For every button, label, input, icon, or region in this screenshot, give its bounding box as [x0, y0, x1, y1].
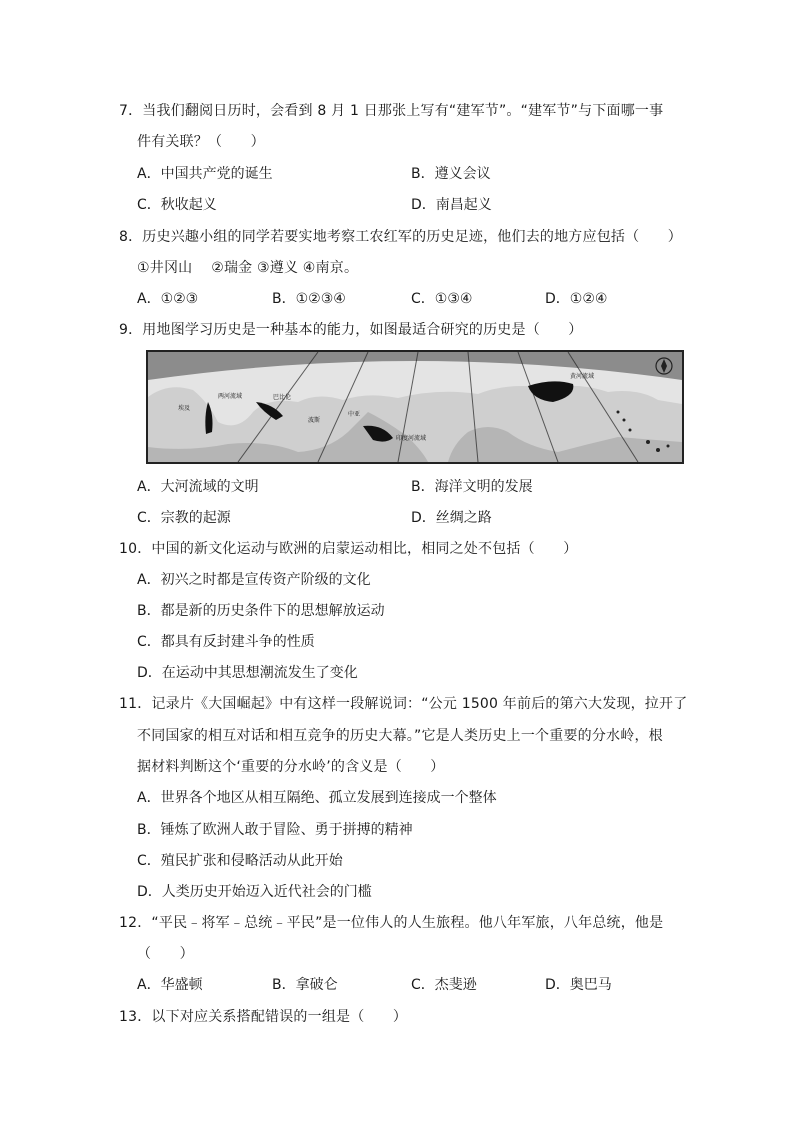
q12-option-c: C．杰斐逊 [411, 977, 477, 993]
q8-option-a: A．①②③ [137, 291, 199, 307]
q12-option-d: D．奥巴马 [545, 977, 612, 993]
q9-option-a: A．大河流域的文明 [137, 479, 259, 495]
q11-option-a: A．世界各个地区从相互隔绝、孤立发展到连接成一个整体 [137, 790, 497, 806]
map-label-egypt: 埃及 [178, 405, 191, 412]
q8-option-c: C．①③④ [411, 291, 473, 307]
q7-option-d: D．南昌起义 [411, 197, 492, 213]
q11-option-c: C．殖民扩张和侵略活动从此开始 [137, 853, 343, 869]
q9-option-d: D．丝绸之路 [411, 510, 492, 526]
q7-stem-line2: 件有关联？（ ） [137, 134, 265, 150]
map-label-yellow-river: 黄河流域 [570, 373, 595, 380]
q12-stem-line2: （ ） [137, 946, 194, 962]
q8-stem-line2: ①井冈山 ②瑞金 ③遵义 ④南京。 [137, 260, 359, 276]
map-label-babylon: 巴比伦 [273, 394, 292, 401]
q9-option-c: C．宗教的起源 [137, 510, 231, 526]
q10-stem: 10．中国的新文化运动与欧洲的启蒙运动相比，相同之处不包括（ ） [119, 541, 578, 557]
q10-option-a: A．初兴之时都是宣传资产阶级的文化 [137, 572, 371, 588]
q11-stem-line3: 据材料判断这个‘重要的分水岭’的含义是（ ） [137, 759, 445, 775]
q12-option-a: A．华盛顿 [137, 977, 203, 993]
map-label-central-asia: 中亚 [348, 411, 361, 418]
q11-option-d: D．人类历史开始迈入近代社会的门槛 [137, 884, 372, 900]
q8-option-d: D．①②④ [545, 291, 608, 307]
q11-option-b: B．锤炼了欧洲人敢于冒险、勇于拼搏的精神 [137, 822, 413, 838]
historical-map-figure [146, 350, 684, 464]
q10-option-c: C．都具有反封建斗争的性质 [137, 634, 315, 650]
map-label-indus: 印度河流域 [396, 435, 427, 442]
q12-option-b: B．拿破仑 [272, 977, 338, 993]
q8-stem-line1: 8．历史兴趣小组的同学若要实地考察工农红军的历史足迹，他们去的地方应包括（ ） [119, 229, 682, 245]
q7-option-c: C．秋收起义 [137, 197, 217, 213]
q12-stem-line1: 12．“平民﹣将军﹣总统﹣平民”是一位伟人的人生旅程。他八年军旅，八年总统，他是 [119, 915, 664, 931]
q7-stem-line1: 7．当我们翻阅日历时，会看到 8 月 1 日那张上写有“建军节”。“建军节”与下面哪一事 [119, 103, 664, 119]
q8-option-b: B．①②③④ [272, 291, 346, 307]
q9-option-b: B．海洋文明的发展 [411, 479, 533, 495]
q7-option-b: B．遵义会议 [411, 166, 491, 182]
q9-stem: 9．用地图学习历史是一种基本的能力，如图最适合研究的历史是（ ） [119, 322, 583, 338]
map-label-mesopotamia: 两河流域 [218, 393, 243, 400]
map-svg [148, 352, 682, 462]
q10-option-d: D．在运动中其思想潮流发生了变化 [137, 665, 358, 681]
q11-stem-line2: 不同国家的相互对话和相互竞争的历史大幕。”它是人类历史上一个重要的分水岭，根 [137, 728, 663, 744]
q10-option-b: B．都是新的历史条件下的思想解放运动 [137, 603, 385, 619]
q13-stem: 13．以下对应关系搭配错误的一组是（ ） [119, 1009, 408, 1025]
q7-option-a: A．中国共产党的诞生 [137, 166, 273, 182]
map-label-persia: 波斯 [308, 417, 321, 424]
q11-stem-line1: 11．记录片《大国崛起》中有这样一段解说词：“公元 1500 年前后的第六大发现，拉开了 [119, 696, 688, 712]
